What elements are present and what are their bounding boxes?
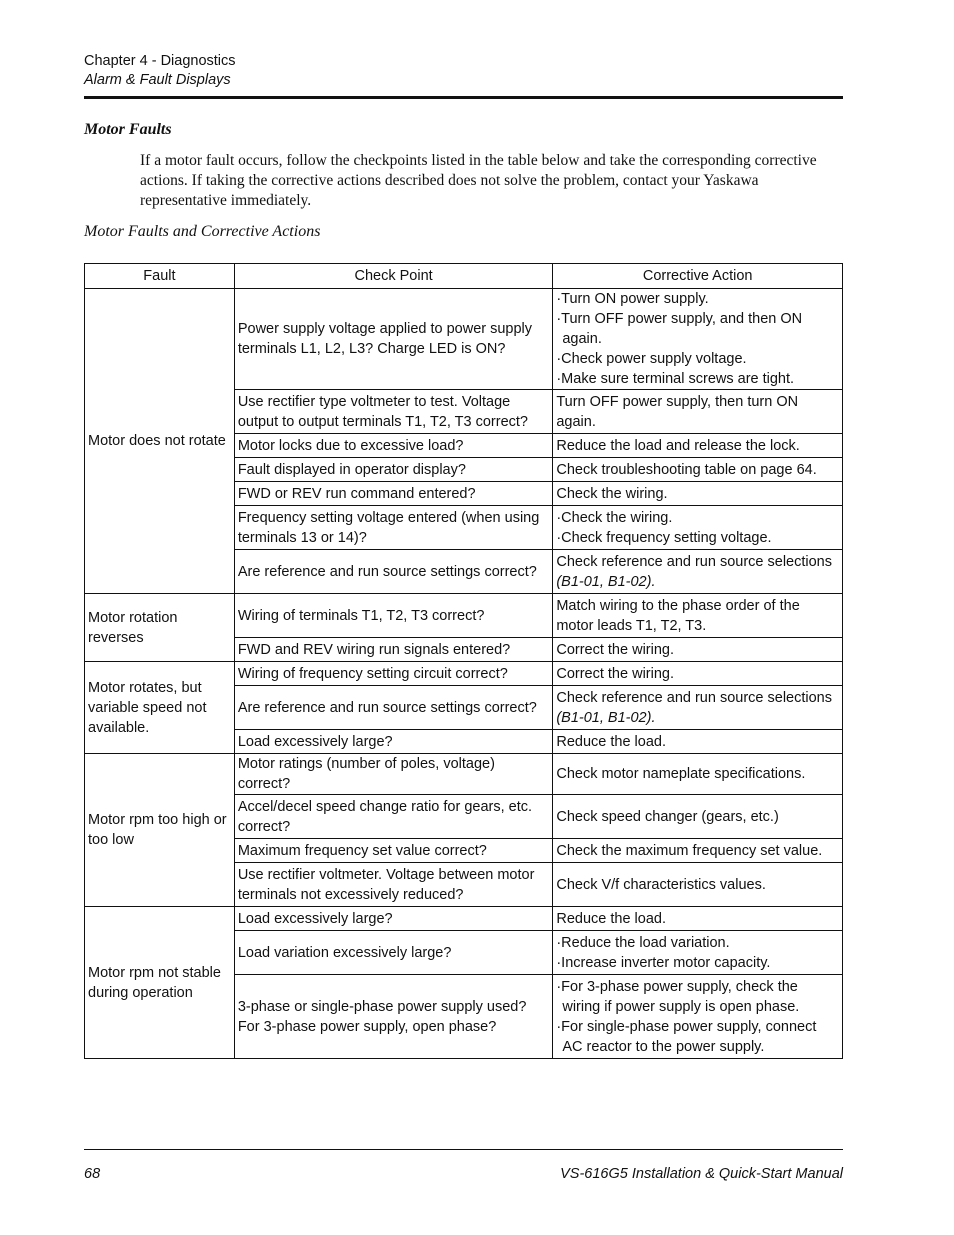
corrective-action-cell: Check V/f characteristics values. — [553, 863, 843, 907]
check-point-cell: Load excessively large? — [234, 730, 553, 754]
corrective-action-cell — [553, 686, 843, 730]
check-point-cell: Wiring of terminals T1, T2, T3 correct? — [234, 594, 553, 638]
fault-cell: Motor does not rotate — [85, 289, 235, 594]
corrective-action-cell — [553, 975, 843, 1059]
check-point-cell: Wiring of frequency setting circuit correct? — [234, 662, 553, 686]
action-line: ·Reduce the load variation. — [556, 934, 730, 951]
action-line: ·Turn ON power supply. — [556, 291, 709, 307]
corrective-action-cell: Turn OFF power supply, then turn ON again. — [553, 390, 843, 434]
check-point-cell: FWD and REV wiring run signals entered? — [234, 638, 553, 662]
corrective-action-cell: Correct the wiring. — [553, 638, 843, 662]
corrective-action-cell: Check speed changer (gears, etc.) — [553, 795, 843, 839]
check-point-cell: FWD or REV run command entered? — [234, 482, 553, 506]
section-subtitle: Alarm & Fault Displays — [84, 72, 231, 88]
table-row — [85, 594, 843, 638]
action-line: ·Check the wiring. — [556, 509, 673, 526]
check-point-cell: Motor ratings (number of poles, voltage) correct? — [234, 754, 553, 795]
action-line: ·Make sure terminal screws are tight. — [556, 371, 795, 387]
page-number: 68 — [84, 1166, 101, 1182]
check-point-cell: 3-phase or single-phase power supply used? For 3-phase power supply, open phase? — [234, 975, 553, 1059]
corrective-action-cell: Reduce the load and release the lock. — [553, 434, 843, 458]
parameter-reference: (B1-01, B1-02). — [556, 573, 656, 590]
header-rule — [84, 96, 843, 99]
corrective-action-cell — [553, 506, 843, 550]
check-point-cell: Motor locks due to excessive load? — [234, 434, 553, 458]
corrective-action-cell — [553, 550, 843, 594]
table-row — [85, 289, 843, 390]
fault-cell: Motor rotation reverses — [85, 594, 235, 662]
table-caption: Motor Faults and Corrective Actions — [84, 223, 321, 240]
check-point-cell: Use rectifier type voltmeter to test. Voltage output to output terminals T1, T2, T3 correct? — [234, 390, 553, 434]
corrective-action-cell: Match wiring to the phase order of the motor leads T1, T2, T3. — [553, 594, 843, 638]
chapter-title: Chapter 4 - Diagnostics — [84, 53, 236, 69]
action-line: Check reference and run source selections — [556, 689, 832, 706]
motor-faults-table — [84, 263, 843, 1059]
action-line: ·Turn OFF power supply, and then ON again. — [556, 311, 803, 347]
check-point-cell: Accel/decel speed change ratio for gears, etc. correct? — [234, 795, 553, 839]
column-header-fault: Fault — [85, 264, 235, 289]
table-row — [85, 662, 843, 686]
page-header — [84, 52, 236, 90]
corrective-action-cell: Check troubleshooting table on page 64. — [553, 458, 843, 482]
column-header-check-point: Check Point — [234, 264, 553, 289]
check-point-cell: Are reference and run source settings correct? — [234, 550, 553, 594]
check-point-cell: Frequency setting voltage entered (when using terminals 13 or 14)? — [234, 506, 553, 550]
table-row — [85, 754, 843, 795]
table-row — [85, 907, 843, 931]
action-line: Check reference and run source selections — [556, 553, 832, 570]
corrective-action-cell — [553, 289, 843, 390]
corrective-action-cell: Correct the wiring. — [553, 662, 843, 686]
section-title: Motor Faults — [84, 121, 172, 138]
check-point-cell: Are reference and run source settings correct? — [234, 686, 553, 730]
action-line: ·Check frequency setting voltage. — [556, 529, 772, 546]
action-line: ·For 3-phase power supply, check the wiring if power supply is open phase. — [556, 978, 800, 1015]
action-line: ·Check power supply voltage. — [556, 351, 747, 367]
check-point-cell: Load excessively large? — [234, 907, 553, 931]
column-header-corrective-action: Corrective Action — [553, 264, 843, 289]
check-point-cell: Use rectifier voltmeter. Voltage between motor terminals not excessively reduced? — [234, 863, 553, 907]
action-line: ·For single-phase power supply, connect AC reactor to the power supply. — [556, 1018, 817, 1055]
intro-paragraph: If a motor fault occurs, follow the checkpoints listed in the table below and take the corresponding corrective actions. If taking the corrective actions described does not solve the problem, contact your Yaskawa representative immediately. — [140, 152, 817, 209]
check-point-cell: Load variation excessively large? — [234, 931, 553, 975]
corrective-action-cell: Check the maximum frequency set value. — [553, 839, 843, 863]
corrective-action-cell: Check the wiring. — [553, 482, 843, 506]
check-point-cell: Power supply voltage applied to power supply terminals L1, L2, L3? Charge LED is ON? — [234, 289, 553, 390]
check-point-cell: Maximum frequency set value correct? — [234, 839, 553, 863]
corrective-action-cell: Reduce the load. — [553, 730, 843, 754]
table-header-row — [85, 264, 843, 289]
parameter-reference: (B1-01, B1-02). — [556, 709, 656, 726]
fault-cell: Motor rotates, but variable speed not available. — [85, 662, 235, 754]
action-line: ·Increase inverter motor capacity. — [556, 954, 771, 971]
footer-rule — [84, 1149, 843, 1150]
check-point-cell: Fault displayed in operator display? — [234, 458, 553, 482]
fault-cell: Motor rpm too high or too low — [85, 754, 235, 907]
corrective-action-cell: Reduce the load. — [553, 907, 843, 931]
corrective-action-cell — [553, 931, 843, 975]
manual-title: VS-616G5 Installation & Quick-Start Manual — [560, 1166, 843, 1182]
fault-cell: Motor rpm not stable during operation — [85, 907, 235, 1059]
corrective-action-cell: Check motor nameplate specifications. — [553, 754, 843, 795]
